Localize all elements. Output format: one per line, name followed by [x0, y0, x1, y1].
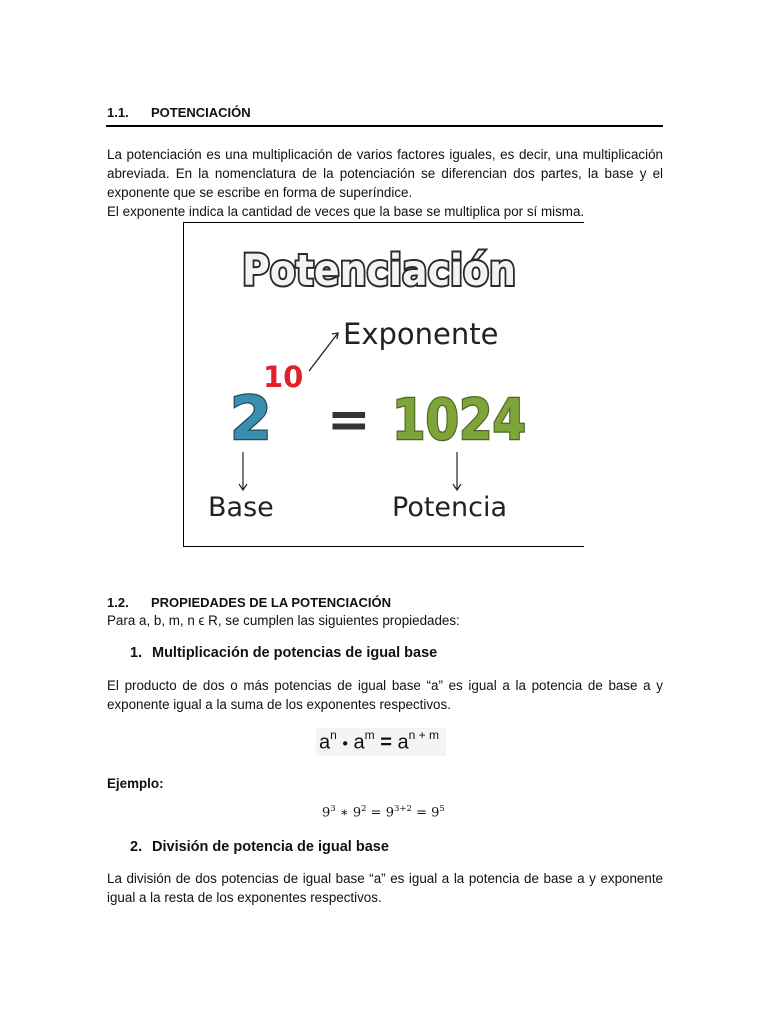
property-text-2: La división de dos potencias de igual base “a” es igual a la potencia de base a y exponente igual a la resta de los exponentes respectivos. [107, 871, 663, 905]
eq-operator: ∗ [339, 805, 349, 821]
property-heading-1 [130, 645, 437, 661]
eq-equals: = [370, 805, 382, 821]
formula-equals: = [380, 731, 392, 754]
eq-exp: 3+2 [394, 804, 412, 814]
formula-dot: • [342, 735, 348, 753]
potenciacion-figure [183, 222, 584, 547]
example-label: Ejemplo: [107, 776, 164, 791]
exponent-value: 10 [263, 360, 304, 394]
formula-base: a [319, 731, 331, 754]
formula-base: a [353, 731, 365, 754]
figure-svg [184, 223, 584, 546]
power-label: Potencia [392, 492, 508, 523]
exponent-arrow [309, 333, 338, 371]
example-equation [322, 804, 445, 820]
exponent-label: Exponente [343, 317, 499, 351]
section-heading-2 [107, 595, 391, 610]
intro-paragraph-2: El exponente indica la cantidad de veces que la base se multiplica por sí misma. [107, 204, 585, 219]
eq-base: 9 [385, 805, 394, 821]
formula-exp: n [330, 728, 337, 742]
eq-base: 9 [352, 805, 362, 821]
section-number: 1.1. [107, 105, 129, 120]
power-arrow [453, 452, 461, 490]
intro-paragraph: La potenciación es una multiplicación de varios factores iguales, es decir, una multiplicación abreviada. En la nomenclatura de la potenciación se diferencian dos partes, la base y el exponente que se escribe en forma de superíndice. [107, 147, 663, 200]
property-title: División de potencia de igual base [152, 839, 389, 855]
eq-equals: = [416, 805, 427, 821]
property-text-1: El producto de dos o más potencias de igual base “a” es igual a la potencia de base a y exponente igual a la suma de los exponentes respectivos. [107, 678, 663, 712]
formula-exp: n + m [408, 728, 439, 742]
property-number: 2. [130, 839, 143, 855]
property-number: 1. [130, 645, 143, 661]
section-heading-1 [107, 105, 251, 120]
eq-exp: 3 [330, 804, 336, 814]
property-title: Multiplicación de potencias de igual base [152, 645, 438, 661]
base-label: Base [208, 492, 274, 523]
section-subtitle: Para a, b, m, n ϵ R, se cumplen las siguientes propiedades: [107, 613, 460, 628]
formula-exp: m [364, 728, 375, 742]
figure-title: Potenciación [242, 246, 516, 296]
eq-exp: 2 [361, 804, 367, 814]
eq-exp: 5 [439, 804, 445, 814]
heading-rule [106, 125, 663, 127]
formula-multiplication [319, 730, 439, 755]
formula-base: a [397, 731, 409, 754]
section-number: 1.2. [107, 595, 129, 610]
equals-sign: = [327, 390, 371, 450]
section-title: POTENCIACIÓN [151, 105, 251, 120]
result-value: 1024 [392, 388, 526, 453]
eq-base: 9 [322, 805, 331, 821]
property-heading-2 [130, 839, 389, 855]
section-title: PROPIEDADES DE LA POTENCIACIÓN [151, 595, 392, 610]
base-value: 2 [230, 384, 272, 454]
base-arrow [239, 452, 247, 490]
eq-base: 9 [431, 805, 440, 821]
